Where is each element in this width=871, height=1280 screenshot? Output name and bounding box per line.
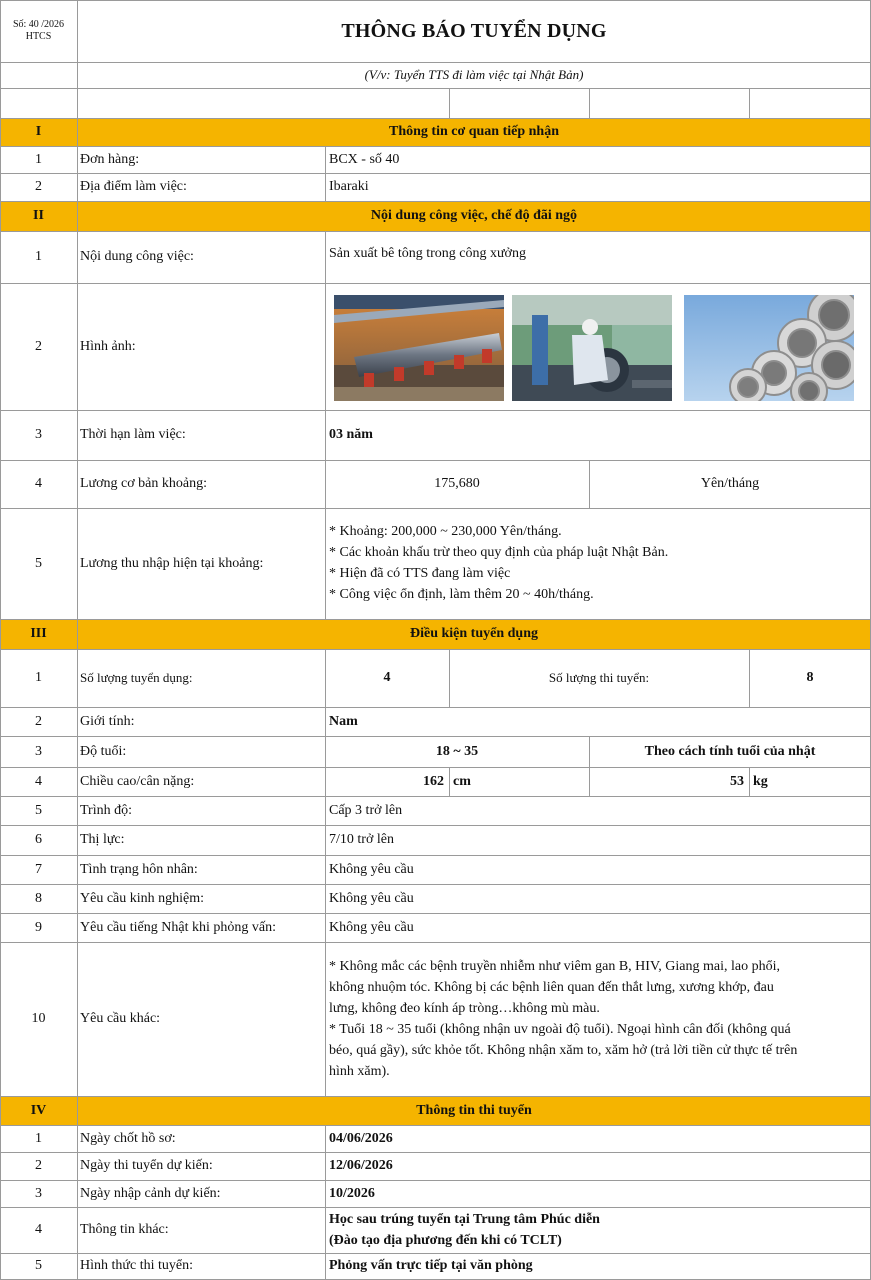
s1-row2-no: 2: [35, 179, 42, 194]
photo-steel-pipe-factory: [334, 295, 504, 401]
s2-r5-lines: [329, 521, 869, 605]
s3-r8-value: Không yêu cầu: [329, 890, 414, 906]
s4-r4-no: 4: [35, 1222, 42, 1237]
s3-r9-label: Yêu cầu tiếng Nhật khi phỏng vấn:: [80, 919, 276, 935]
s3-r4-label: Chiều cao/cân nặng:: [80, 773, 195, 789]
s4-r2-no: 2: [35, 1158, 42, 1173]
s4-r4-label: Thông tin khác:: [80, 1222, 169, 1237]
s2-r1-value: Sản xuất bê tông trong công xưởng: [329, 246, 526, 261]
section3-title: Điều kiện tuyển dụng: [410, 626, 538, 641]
s4-r2-value: 12/06/2026: [329, 1158, 393, 1173]
section3-roman: III: [30, 626, 47, 641]
s4-r1-no: 1: [35, 1130, 42, 1146]
s2-r2-label: Hình ảnh:: [80, 338, 136, 354]
s3-r10-no: 10: [31, 1011, 46, 1026]
s4-r1-value: 04/06/2026: [329, 1130, 393, 1146]
s2-r2-no: 2: [35, 338, 42, 354]
s3-r9-no: 9: [35, 919, 42, 935]
s3-r3-note: Theo cách tính tuổi của nhật: [644, 743, 816, 759]
s3-r8-no: 8: [35, 890, 42, 906]
s4-r3-label: Ngày nhập cảnh dự kiến:: [80, 1185, 221, 1201]
s3-r10-line: * Tuổi 18 ~ 35 tuổi (không nhận uv ngoài độ tuổi). Ngoại hình cân đối (không quá: [329, 1022, 791, 1037]
s3-r4-height: 162: [423, 773, 444, 789]
s3-r3-label: Độ tuổi:: [80, 743, 127, 759]
s3-r1-value2: 8: [806, 670, 814, 685]
s3-r1-value: 4: [383, 670, 391, 685]
s2-r3-no: 3: [35, 427, 42, 442]
section2-roman: II: [33, 208, 44, 223]
s3-r1-label2: Số lượng thi tuyển:: [548, 670, 650, 685]
s3-r10-line: hình xăm).: [329, 1064, 390, 1079]
s3-r3-no: 3: [35, 743, 42, 759]
section1-roman: I: [35, 124, 42, 139]
page-title: THÔNG BÁO TUYỂN DỤNG: [341, 19, 607, 42]
s3-r5-value: Cấp 3 trở lên: [329, 802, 403, 818]
s3-r6-no: 6: [35, 832, 42, 847]
section2-title: Nội dung công việc, chế độ đãi ngộ: [370, 208, 578, 223]
s3-r10-line: * Không mắc các bệnh truyền nhiễm như viêm gan B, HIV, Giang mai, lao phổi,: [329, 959, 780, 974]
s3-r7-label: Tình trạng hôn nhân:: [80, 861, 198, 877]
section4-roman: IV: [30, 1102, 47, 1118]
s3-r10-line: lưng, không đeo kính áp tròng…không mù màu.: [329, 1001, 600, 1016]
s4-r5-value: Phỏng vấn trực tiếp tại văn phòng: [329, 1258, 533, 1273]
s4-r3-no: 3: [35, 1185, 42, 1201]
org-code: HTCS: [25, 31, 52, 42]
photo-concrete-pipes: [684, 295, 854, 401]
photo-worker-welding: [512, 295, 672, 401]
s3-r2-no: 2: [35, 713, 42, 729]
s3-r10-line: béo, quá gầy), sức khỏe tốt. Không nhận xăm to, xăm hở (trả lời tiền cử thực tế trên: [329, 1043, 798, 1058]
s2-r5-no: 5: [35, 555, 42, 571]
s4-r4-value: [329, 1209, 869, 1251]
s1-row1-no: 1: [35, 151, 42, 167]
s2-r3-value: 03 năm: [329, 427, 373, 442]
s4-r1-label: Ngày chốt hồ sơ:: [80, 1130, 176, 1146]
page-subtitle: (V/v: Tuyển TTS đi làm việc tại Nhật Bản): [364, 67, 584, 82]
s2-r4-label: Lương cơ bản khoảng:: [80, 476, 207, 491]
s3-r10-lines: [329, 956, 869, 1082]
s3-r4-height-unit: cm: [453, 773, 471, 789]
s1-row2-value: Ibaraki: [329, 179, 369, 194]
s2-r3-label: Thời hạn làm việc:: [80, 427, 186, 442]
s2-r5-line: * Khoảng: 200,000 ~ 230,000 Yên/tháng.: [329, 524, 562, 539]
s3-r10-label: Yêu cầu khác:: [80, 1011, 161, 1026]
s3-r2-value: Nam: [329, 713, 358, 729]
section4-title: Thông tin thi tuyển: [416, 1102, 532, 1118]
s3-r4-weight-unit: kg: [753, 773, 768, 789]
s3-r3-value: 18 ~ 35: [435, 743, 479, 759]
s2-r5-line: * Các khoản khấu trừ theo quy định của pháp luật Nhật Bản.: [329, 545, 669, 560]
s1-row1-value: BCX - số 40: [329, 151, 400, 167]
s3-r6-value: 7/10 trở lên: [329, 832, 394, 847]
doc-number-box: [0, 0, 77, 62]
s3-r7-value: Không yêu cầu: [329, 861, 414, 877]
s4-r4-line1: Học sau trúng tuyển tại Trung tâm Phúc diễn: [329, 1212, 600, 1227]
s2-r4-unit: Yên/tháng: [700, 476, 760, 491]
s3-r1-label: Số lượng tuyển dụng:: [80, 670, 193, 685]
s3-r2-label: Giới tính:: [80, 713, 135, 729]
s2-r5-line: * Hiện đã có TTS đang làm việc: [329, 566, 511, 581]
s4-r2-label: Ngày thi tuyển dự kiến:: [80, 1158, 213, 1173]
s4-r5-label: Hình thức thi tuyển:: [80, 1258, 193, 1273]
s1-row2-label: Địa điểm làm việc:: [80, 179, 187, 194]
s3-r5-no: 5: [35, 802, 42, 818]
s3-r5-label: Trình độ:: [80, 802, 133, 818]
s2-r4-value: 175,680: [434, 476, 480, 491]
s3-r4-weight: 53: [730, 773, 744, 789]
s3-r7-no: 7: [35, 861, 42, 877]
s2-r1-no: 1: [35, 249, 42, 264]
s3-r10-line: không nhuộm tóc. Không bị các bệnh liên quan đến thắt lưng, xương khớp, đau: [329, 980, 774, 995]
s3-r9-value: Không yêu cầu: [329, 919, 414, 935]
s2-r1-label: Nội dung công việc:: [80, 249, 194, 264]
s3-r1-no: 1: [35, 670, 42, 685]
s2-r5-line: * Công việc ổn định, làm thêm 20 ~ 40h/tháng.: [329, 587, 594, 602]
doc-number: Số: 40 /2026: [12, 19, 65, 30]
s2-r4-no: 4: [35, 476, 42, 491]
s3-r8-label: Yêu cầu kinh nghiệm:: [80, 890, 205, 906]
s2-r5-label: Lương thu nhập hiện tại khoảng:: [80, 555, 264, 571]
s3-r4-no: 4: [35, 773, 42, 789]
section1-title: Thông tin cơ quan tiếp nhận: [389, 124, 559, 139]
s4-r3-value: 10/2026: [329, 1185, 375, 1201]
s1-row1-label: Đơn hàng:: [80, 151, 140, 167]
s4-r5-no: 5: [35, 1258, 42, 1273]
s4-r4-line2: (Đào tạo địa phương đến khi có TCLT): [329, 1233, 562, 1248]
s3-r6-label: Thị lực:: [80, 832, 125, 847]
